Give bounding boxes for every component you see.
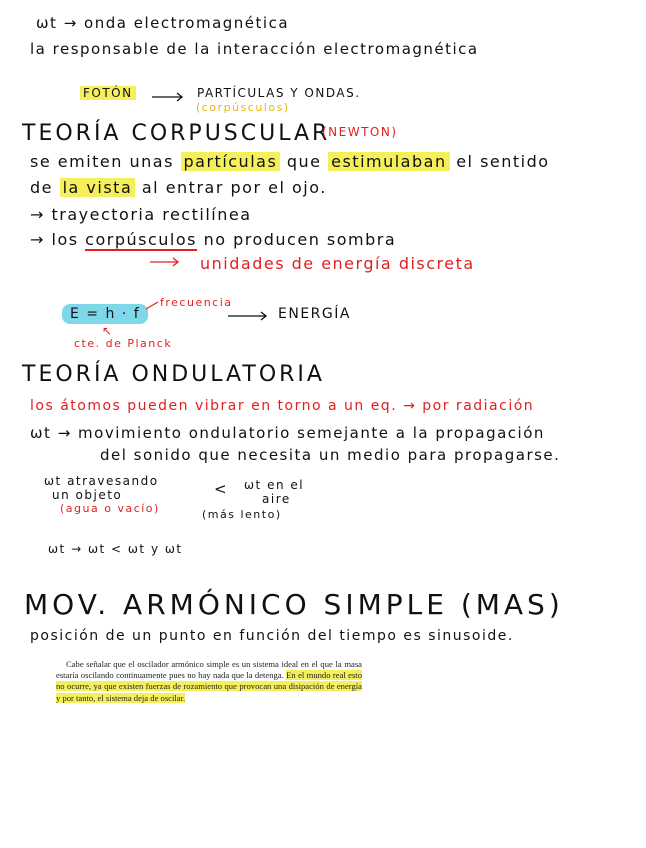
frequency-label: frecuencia xyxy=(160,296,233,309)
corpuscular-author: (NEWTON) xyxy=(322,125,398,139)
planck-arrow-mark: ↖ xyxy=(102,324,114,338)
note-line-2: la responsable de la interacción electromagnética xyxy=(30,40,479,58)
red-arrow-icon xyxy=(150,256,184,268)
compare-line: ωt → ωt < ωt y ωt xyxy=(48,542,183,556)
printed-sentence-1: Cabe señalar que el oscilador armónico simple es un sistema ideal en el que la masa estaría oscilando continuamente pues no hay nada que la detenga. xyxy=(56,659,362,681)
foton-note: (corpúsculos) xyxy=(196,101,290,114)
planck-formula: E = h · f xyxy=(62,306,148,322)
mas-line: posición de un punto en función del tiempo es sinusoide. xyxy=(30,628,514,644)
corpuscular-bullet-2: → los corpúsculos no producen sombra xyxy=(30,230,397,249)
foton-result: PARTÍCULAS Y ONDAS. xyxy=(197,86,361,100)
printed-paragraph xyxy=(56,659,362,704)
corpuscular-paragraph-1: se emiten unas partículas que estimulaban el sentido xyxy=(30,152,550,171)
compare-right-2: aire xyxy=(262,492,291,506)
compare-sign: < xyxy=(214,480,229,498)
compare-left-3: (agua o vacío) xyxy=(60,502,160,515)
arrow-icon xyxy=(152,93,186,101)
energy-label: ENERGÍA xyxy=(278,306,351,322)
printed-sentence-2: En el mundo real esto no ocurre, ya que existen fuerzas de rozamiento que provocan una disipación de energía y por tanto, el sistema deja de oscilar. xyxy=(56,670,362,703)
note-line-1: ωt → onda electromagnética xyxy=(36,14,290,32)
compare-right-1: ωt en el xyxy=(244,478,305,492)
red-arrow-icon xyxy=(146,300,160,310)
compare-left-1: ωt atravesando xyxy=(44,474,159,488)
corpuscular-title: TEORÍA CORPUSCULAR xyxy=(22,121,331,146)
corpuscular-paragraph-2: de la vista al entrar por el ojo. xyxy=(30,178,327,197)
compare-left-2: un objeto xyxy=(52,488,123,502)
ondulatoria-line-2: del sonido que necesita un medio para propagarse. xyxy=(100,446,561,464)
corpuscular-bullet-1: → trayectoria rectilínea xyxy=(30,205,252,224)
planck-constant-label: cte. de Planck xyxy=(74,337,173,350)
mas-title: MOV. ARMÓNICO SIMPLE (MAS) xyxy=(24,588,564,621)
ondulatoria-line-1: ωt → movimiento ondulatorio semejante a la propagación xyxy=(30,424,545,442)
arrow-icon xyxy=(228,311,270,321)
ondulatoria-red-line: los átomos pueden vibrar en torno a un eq. → por radiación xyxy=(30,398,535,414)
corpuscular-bullet-3: unidades de energía discreta xyxy=(200,254,475,273)
compare-right-3: (más lento) xyxy=(202,508,282,521)
ondulatoria-title: TEORÍA ONDULATORIA xyxy=(22,362,325,387)
foton-word: FOTÓN xyxy=(80,86,136,100)
